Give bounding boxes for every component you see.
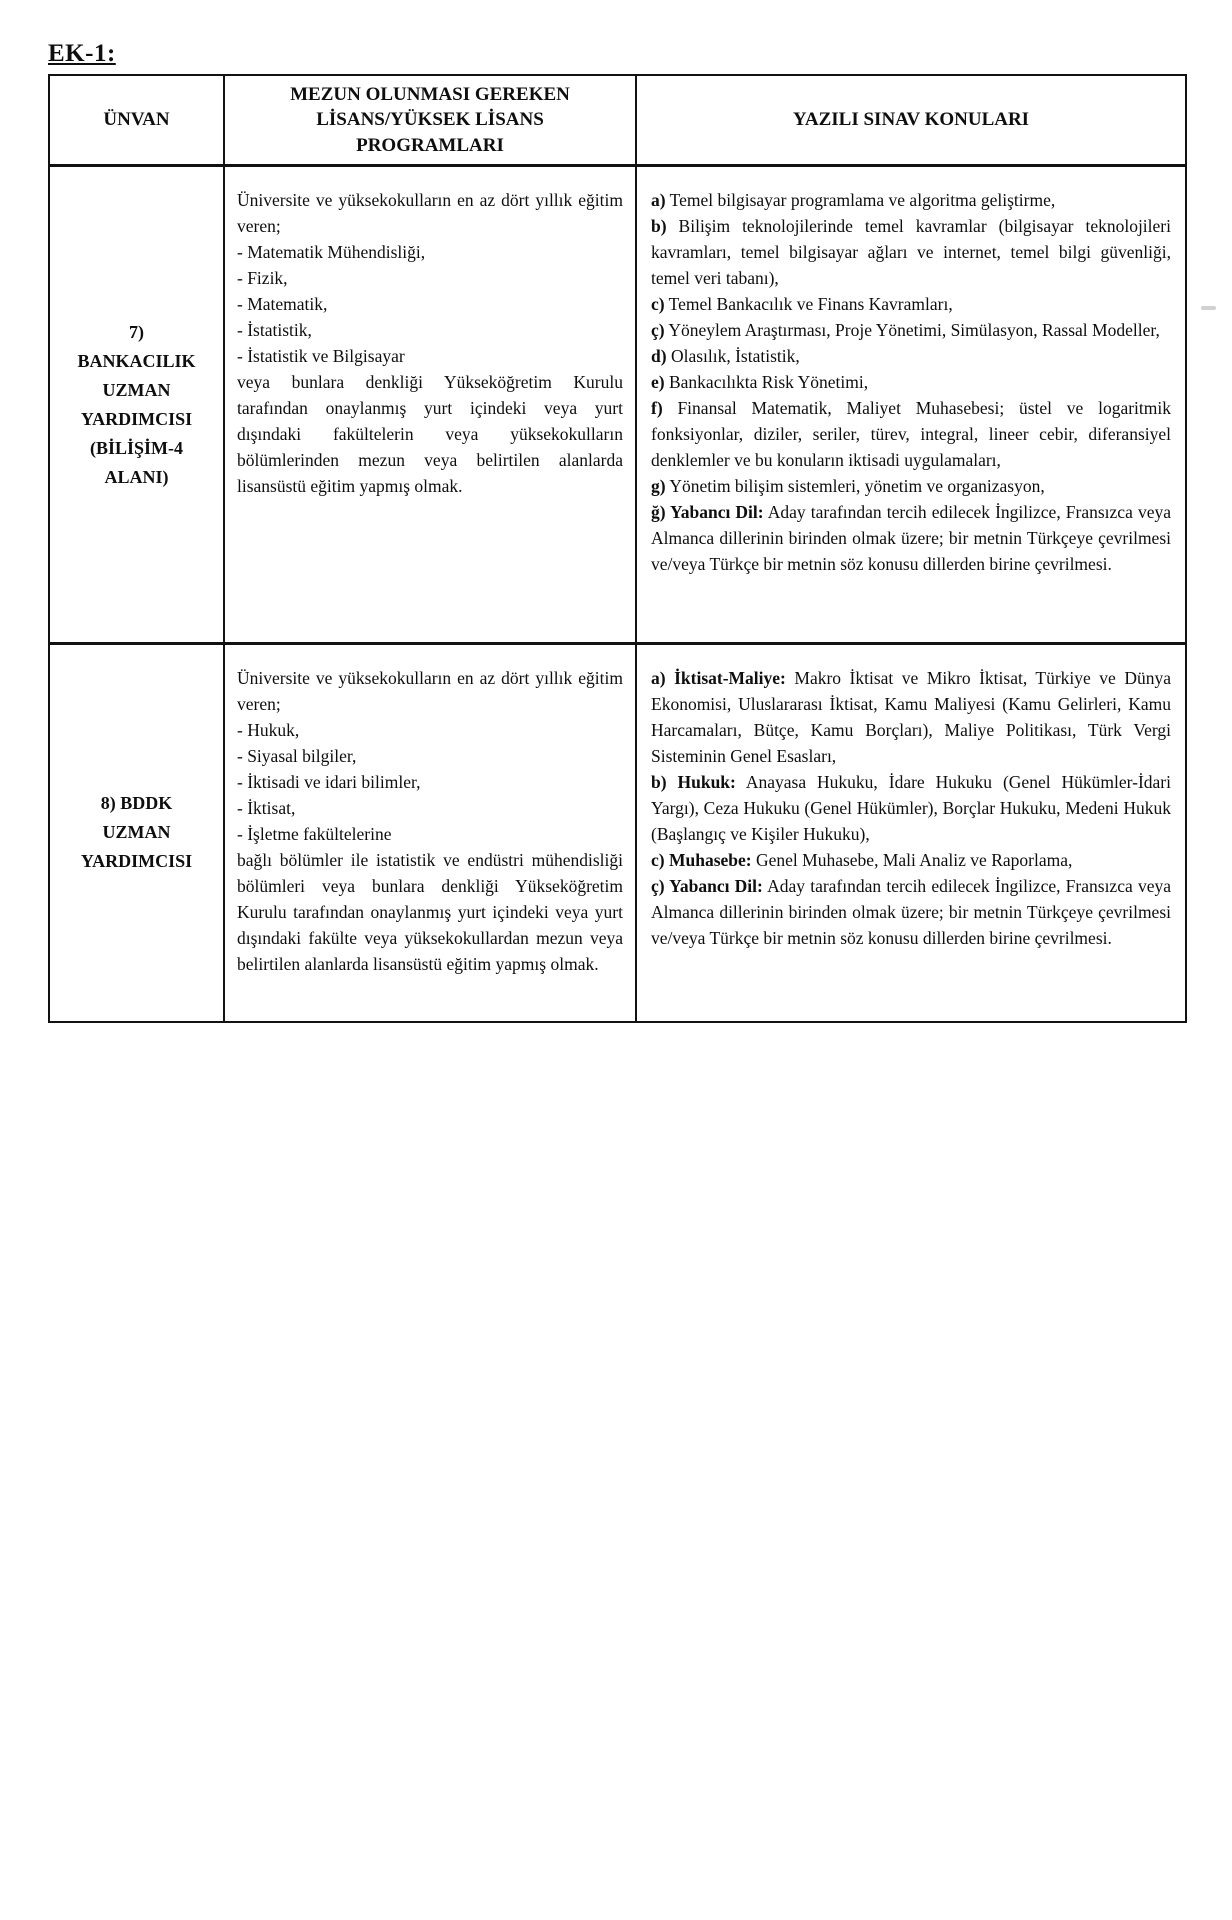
- unvan-line: (BİLİŞİM-4: [89, 437, 183, 458]
- topic-text: Olasılık, İstatistik,: [670, 346, 800, 366]
- col-header-programs-line: LİSANS/YÜKSEK LİSANS: [316, 109, 544, 131]
- programs-outro: veya bunlara denkliği Yükseköğretim Kurulu tarafından onaylanmış yurt içindeki veya yurt dışındaki fakültelerin veya yüksekokulların bölümlerinden mezun veya belirtilen alanlarda lisansüstü eğitim yapmış olmak.: [237, 372, 623, 496]
- program-item: - Matematik,: [237, 294, 328, 314]
- col-header-programs: [224, 75, 636, 166]
- topic-text: Temel Bankacılık ve Finans Kavramları,: [668, 294, 953, 314]
- topic-label: ç): [651, 320, 665, 340]
- topic-label: d): [651, 346, 667, 366]
- topic-label: e): [651, 372, 665, 392]
- page-title: EK-1:: [48, 40, 116, 67]
- topic-label: b) Hukuk:: [651, 772, 736, 792]
- program-item: - İşletme fakültelerine: [237, 824, 392, 844]
- exam-topic: [651, 343, 1171, 369]
- topic-label: c) Muhasebe:: [651, 850, 752, 870]
- col-header-programs-line: MEZUN OLUNMASI GEREKEN: [290, 83, 570, 105]
- unvan-line: UZMAN: [102, 822, 171, 843]
- program-item: - Hukuk,: [237, 720, 300, 740]
- topic-label: b): [651, 216, 667, 236]
- topic-text: Yöneylem Araştırması, Proje Yönetimi, Simülasyon, Rassal Modeller,: [668, 320, 1160, 340]
- unvan-cell-8: [49, 644, 224, 1022]
- unvan-line: UZMAN: [102, 379, 171, 400]
- topic-label: ğ) Yabancı Dil:: [651, 502, 764, 522]
- topic-text: Yönetim bilişim sistemleri, yönetim ve organizasyon,: [669, 476, 1045, 496]
- col-header-programs-line: PROGRAMLARI: [356, 134, 504, 156]
- topic-text: Makro İktisat ve Mikro İktisat, Türkiye ve Dünya Ekonomisi, Uluslararası İktisat, Kamu Maliyesi (Kamu Gelirleri, Kamu Harcamaları, Bütçe, Kamu Borçları), Maliye Politikası, Türk Vergi Sisteminin Genel Esasları,: [651, 668, 1171, 766]
- topic-text: Genel Muhasebe, Mali Analiz ve Raporlama,: [755, 850, 1073, 870]
- program-item: - Fizik,: [237, 268, 288, 288]
- unvan-line: BANKACILIK: [77, 350, 196, 371]
- requirements-table: [48, 74, 1187, 1023]
- exam-topic: [651, 473, 1171, 499]
- program-item: - Siyasal bilgiler,: [237, 746, 357, 766]
- scan-artifact-mark: [1201, 306, 1216, 310]
- exam-topics-cell-7: [636, 166, 1186, 644]
- unvan-line: YARDIMCISI: [80, 408, 193, 429]
- topic-label: f): [651, 398, 663, 418]
- topic-label: a): [651, 190, 666, 210]
- program-item: - Matematik Mühendisliği,: [237, 242, 426, 262]
- program-item: - İstatistik ve Bilgisayar: [237, 346, 405, 366]
- program-item: - İktisat,: [237, 798, 296, 818]
- topic-text: Temel bilgisayar programlama ve algoritma geliştirme,: [669, 190, 1056, 210]
- unvan-line: YARDIMCISI: [80, 851, 193, 872]
- unvan-line: 8) BDDK: [100, 793, 173, 814]
- unvan-cell-7: [49, 166, 224, 644]
- topic-text: Aday tarafından tercih edilecek İngilizce, Fransızca veya Almanca dillerinin birinden olmak üzere; bir metnin Türkçeye çevrilmesi ve/veya Türkçe bir metnin söz konusu dillerden birine çevrilmesi.: [651, 502, 1171, 574]
- programs-cell-7: [224, 166, 636, 644]
- topic-label: ç) Yabancı Dil:: [651, 876, 763, 896]
- exam-topic: [651, 291, 1171, 317]
- exam-topic: [651, 213, 1171, 291]
- programs-outro: bağlı bölümler ile istatistik ve endüstri mühendisliği bölümleri veya bunlara denkliği Yükseköğretim Kurulu tarafından onaylanmış yurt içindeki veya yurt dışındaki fakülte veya yüksekokullardan mezun veya belirtilen alanlarda lisansüstü eğitim yapmış olmak.: [237, 850, 623, 974]
- programs-cell-8: [224, 644, 636, 1022]
- exam-topic: [651, 187, 1171, 213]
- col-header-exam-topics: YAZILI SINAV KONULARI: [636, 75, 1186, 166]
- table-row-bddk-uzman: [49, 644, 1186, 1022]
- programs-intro: Üniversite ve yüksekokulların en az dört yıllık eğitim veren;: [237, 668, 623, 714]
- topic-label: c): [651, 294, 665, 314]
- exam-topic: [651, 499, 1171, 577]
- exam-topics-cell-8: [636, 644, 1186, 1022]
- topic-label: a) İktisat-Maliye:: [651, 668, 786, 688]
- topic-text: Anayasa Hukuku, İdare Hukuku (Genel Hükümler-İdari Yargı), Ceza Hukuku (Genel Hükümler), Borçlar Hukuku, Medeni Hukuk (Başlangıç ve Kişiler Hukuku),: [651, 772, 1171, 844]
- col-header-unvan: ÜNVAN: [49, 75, 224, 166]
- exam-topic: [651, 395, 1171, 473]
- table-header-row: [49, 75, 1186, 166]
- exam-topic: [651, 317, 1171, 343]
- topic-text: Bilişim teknolojilerinde temel kavramlar (bilgisayar teknolojileri kavramları, temel bilgisayar ağları ve internet, temel bilgi güvenliği, temel veri tabanı),: [651, 216, 1171, 288]
- topic-label: g): [651, 476, 666, 496]
- topic-text: Bankacılıkta Risk Yönetimi,: [668, 372, 869, 392]
- table-row-bankacilik-uzman: [49, 166, 1186, 644]
- exam-topic: [651, 873, 1171, 951]
- unvan-line: 7): [129, 321, 144, 342]
- topic-text: Finansal Matematik, Maliyet Muhasebesi; üstel ve logaritmik fonksiyonlar, diziler, seriler, türev, integral, lineer cebir, diferansiyel denklemler ve bu konuların iktisadi uygulamaları,: [651, 398, 1172, 470]
- exam-topic: [651, 369, 1171, 395]
- exam-topic: [651, 769, 1171, 847]
- exam-topic: [651, 847, 1171, 873]
- exam-topic: [651, 665, 1171, 769]
- unvan-line: ALANI): [104, 466, 169, 487]
- program-item: - İktisadi ve idari bilimler,: [237, 772, 421, 792]
- topic-text: Aday tarafından tercih edilecek İngilizce, Fransızca veya Almanca dillerinin birinden olmak üzere; bir metnin Türkçeye çevrilmesi ve/veya Türkçe bir metnin söz konusu dillerden birine çevrilmesi.: [651, 876, 1171, 948]
- program-item: - İstatistik,: [237, 320, 312, 340]
- programs-intro: Üniversite ve yüksekokulların en az dört yıllık eğitim veren;: [237, 190, 623, 236]
